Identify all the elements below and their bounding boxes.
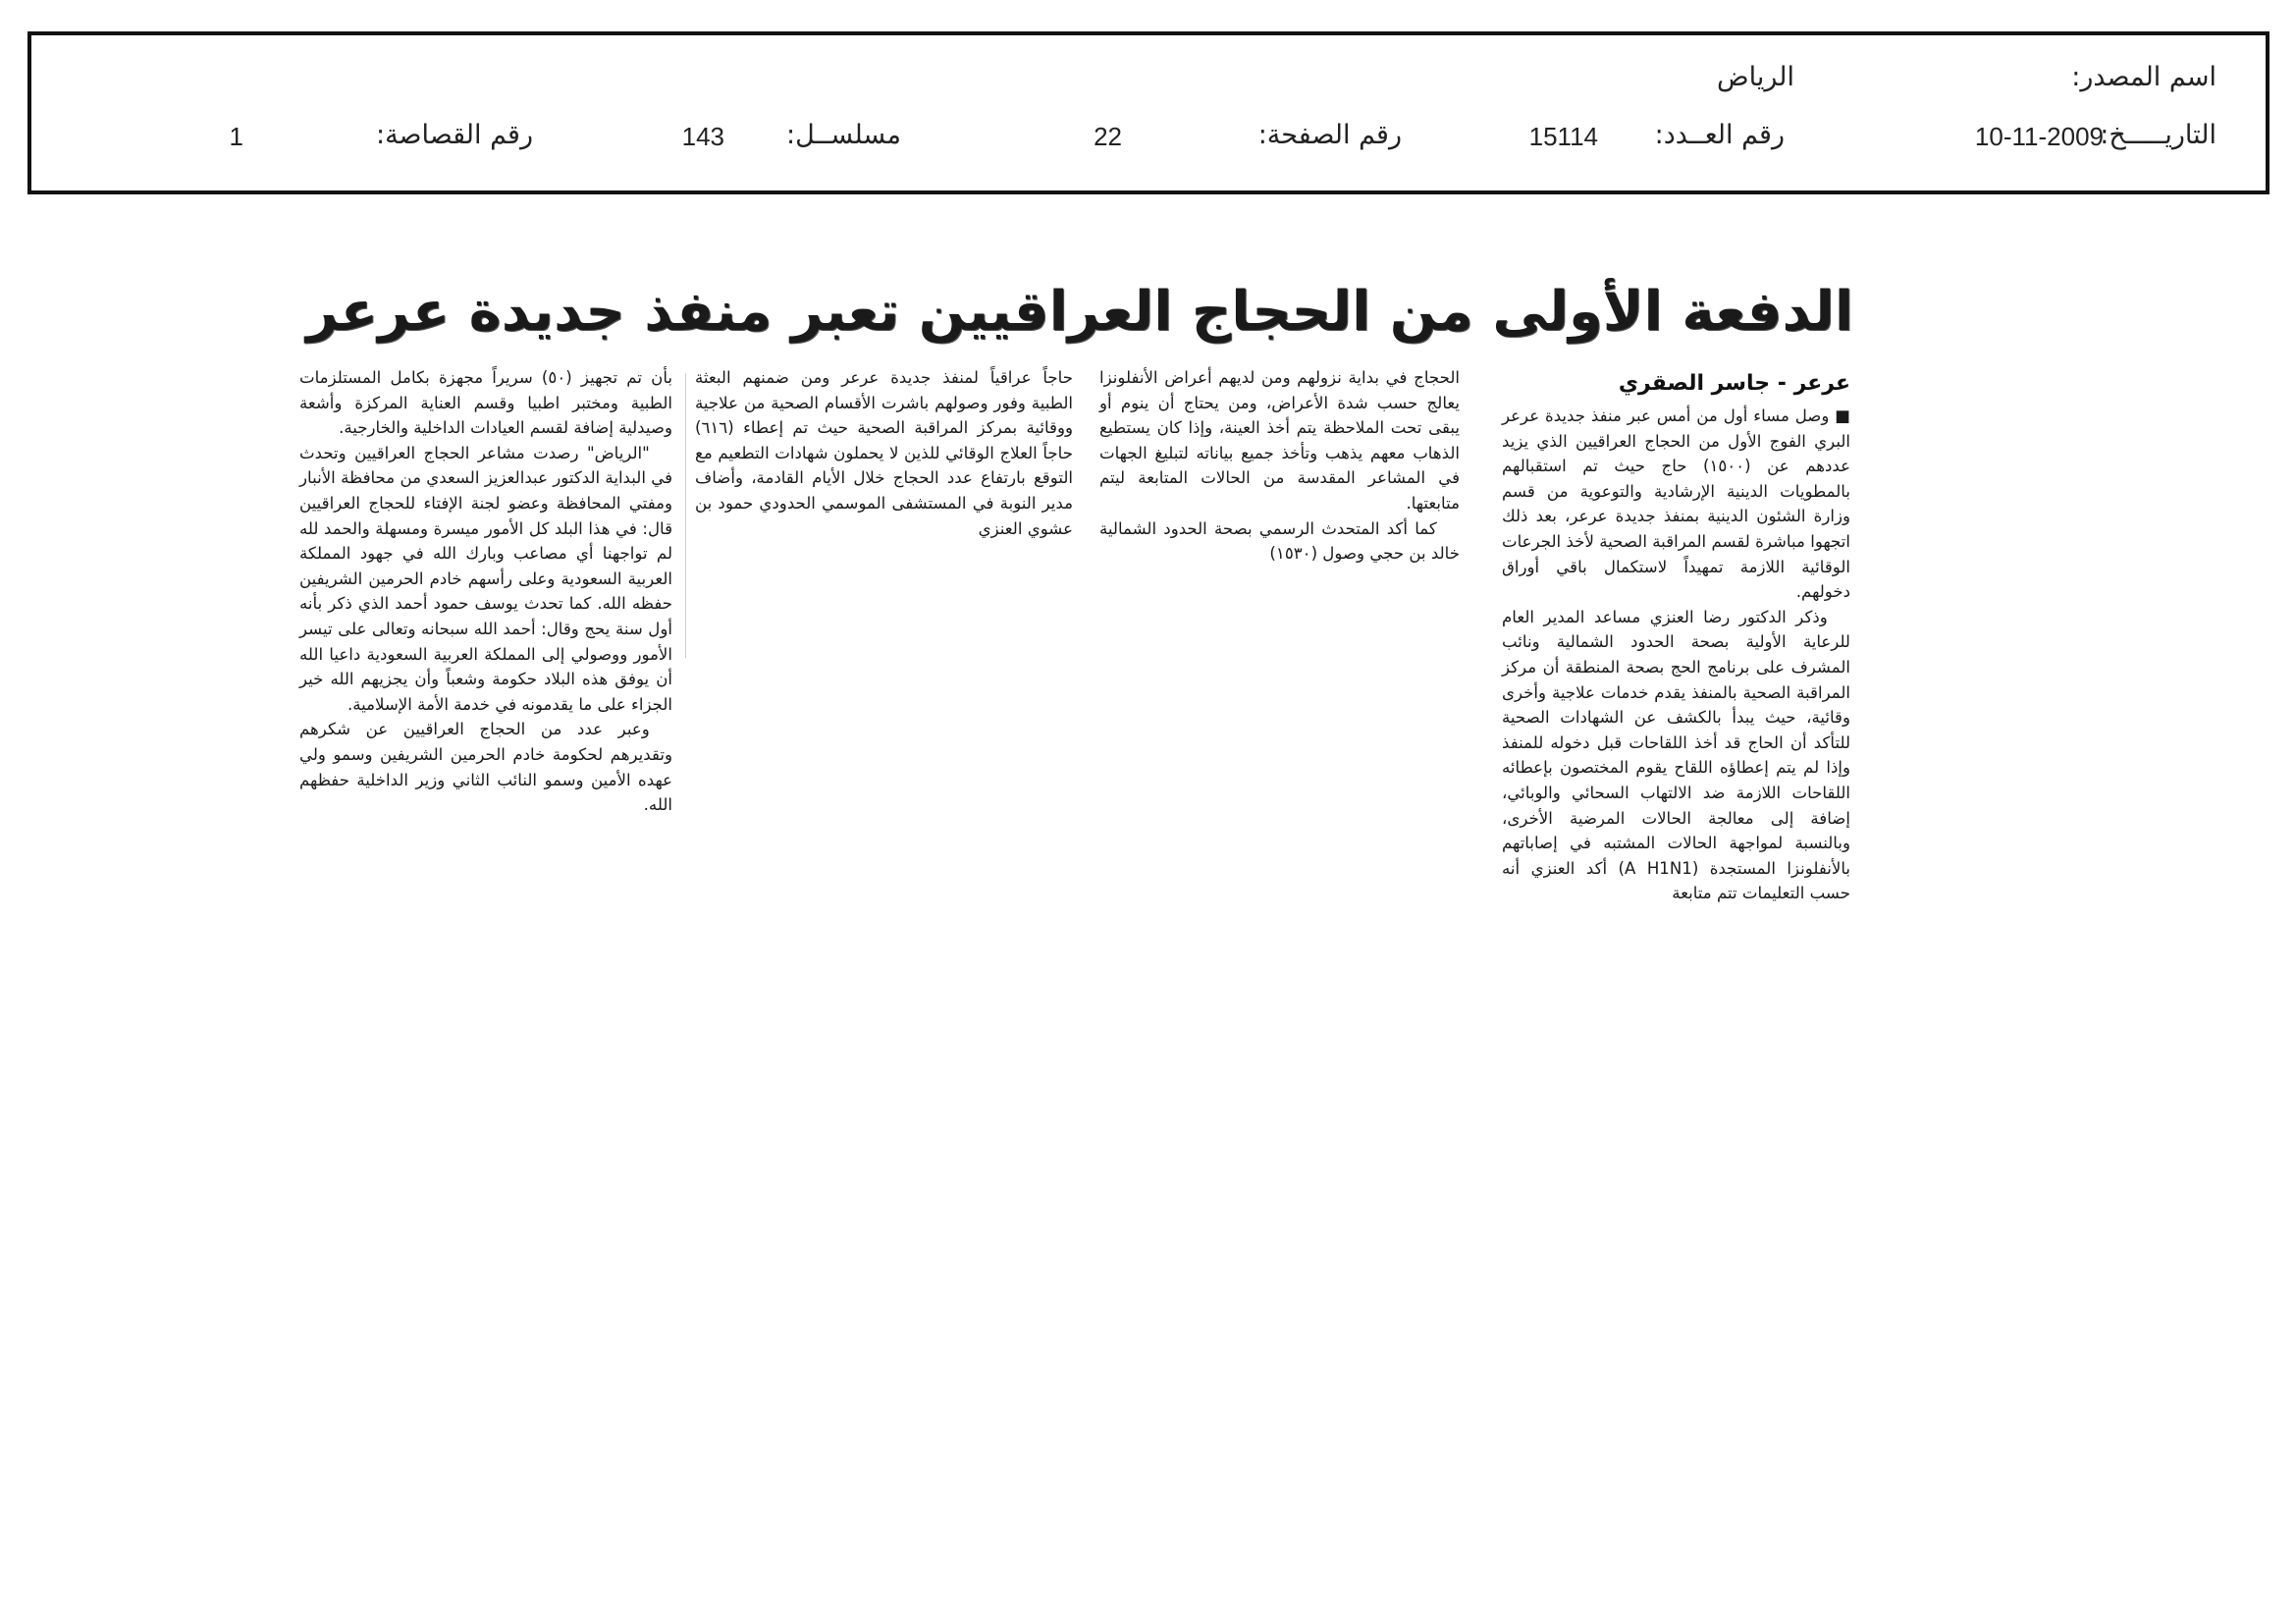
- paragraph: الحجاج في بداية نزولهم ومن لديهم أعراض الأنفلونزا يعالج حسب شدة الأعراض، ومن يحتاج أن ينوم أو يبقى تحت الملاحظة يتم أخذ العينة، وإذا كان يستطيع الذهاب معهم يذهب وتأخذ جميع بياناته لتبليغ الجهات في المشاعر المقدسة من الحالات المتابعة ليتم متابعتها.: [1099, 368, 1460, 513]
- article-column-3: [695, 365, 1073, 541]
- paragraph: ■ وصل مساء أول من أمس عبر منفذ جديدة عرعر البري الفوج الأول من الحجاج العراقيين الذي يزيد عددهم عن (١٥٠٠) حاج حيث تم استقبالهم بالمطويات الدينية الإرشادية والتوعوية من قسم وزارة الشئون الدينية بمنفذ جديدة عرعر، بعد ذلك اتجهوا مباشرة لقسم المراقبة الصحية لأخذ الجرعات الوقائية اللازمة تمهيداً لاستكمال باقي أوراق دخولهم.: [1502, 406, 1851, 602]
- source-label: اسم المصدر:: [2071, 62, 2216, 92]
- serial-value: 143: [681, 122, 724, 151]
- issue-value: 15114: [1528, 122, 1598, 151]
- issue-label: رقم العــدد:: [1654, 120, 1785, 150]
- clip-number-label: رقم القصاصة:: [375, 120, 533, 150]
- paragraph: حاجاً عراقياً لمنفذ جديدة عرعر ومن ضمنهم البعثة الطبية وفور وصولهم باشرت الأقسام الصحية من علاجية ووقائية بمركز المراقبة الصحية حيث تم إعطاء (٦١٦) حاجاً العلاج الوقائي للذين لا يحملون شهادات التطعيم مع التوقع بارتفاع عدد الحجاج خلال الأيام القادمة، وأضاف مدير النوبة في المستشفى الموسمي الحدودي حمود بن عشوي العنزي: [695, 368, 1073, 538]
- clip-number-value: 1: [229, 122, 243, 151]
- article-column-1: [1502, 404, 1850, 906]
- page-value: 22: [1094, 122, 1122, 151]
- article-byline: عرعر - جاسر الصقري: [1618, 371, 1850, 396]
- article-column-2: [1099, 365, 1460, 567]
- page-label: رقم الصفحة:: [1257, 120, 1402, 150]
- source-value: الرياض: [1716, 62, 1794, 92]
- paragraph: "الرياض" رصدت مشاعر الحجاج العراقيين وتحدث في البداية الدكتور عبدالعزيز السعدي من محافظة الأنبار ومفتي المحافظة وعضو لجنة الإفتاء للحجاج العراقيين قال: في هذا البلد كل الأمور ميسرة ومسهلة والحمد لله لم تواجهنا أي مصاعب وبارك الله في جهود المملكة العربية السعودية وعلى رأسهم خادم الحرمين الشريفين حفظه الله. كما تحدث يوسف حمود أحمد الذي ذكر بأنه أول سنة يحج وقال: أحمد الله سبحانه وتعالى على تيسر الأمور ووصولي إلى المملكة العربية السعودية داعيا الله أن يوفق هذه البلاد حكومة وشعباً وأن يجزيهم الله خير الجزاء على ما يقدمونه في خدمة الأمة الإسلامية.: [299, 443, 672, 714]
- paragraph: وعبر عدد من الحجاج العراقيين عن شكرهم وتقديرهم لحكومة خادم الحرمين الشريفين وسمو ولي عهده الأمين وسمو النائب الثاني وزير الداخلية حفظهم الله.: [299, 720, 672, 815]
- serial-label: مسلســل:: [786, 120, 901, 150]
- clipping-metadata-box: [27, 31, 2269, 194]
- date-label: التاريـــــخ:: [2100, 120, 2216, 150]
- paragraph: كما أكد المتحدث الرسمي بصحة الحدود الشمالية خالد بن حجي وصول (١٥٣٠): [1099, 518, 1460, 564]
- paragraph: وذكر الدكتور رضا العنزي مساعد المدير العام للرعاية الأولية بصحة الحدود الشمالية ونائب المشرف على برنامج الحج بصحة المنطقة أن مركز المراقبة الصحية بالمنفذ يقدم خدمات علاجية وأخرى وقائية، حيث يبدأ بالكشف عن الشهادات الصحية للتأكد أن الحاج قد أخذ اللقاحات قبل دخوله للمنفذ وإذا لم يتم إعطاؤه اللقاح يقوم المختصون بإعطائه اللقاحات اللازمة ضد الالتهاب السحائي والوبائي، إضافة إلى معالجة الحالات المرضية الأخرى، وبالنسبة لمواجهة الحالات المشتبه في إصاباتهم بالأنفلونزا المستجدة (A H1N1) أكد العنزي أنه حسب التعليمات تتم متابعة: [1502, 607, 1850, 903]
- article-headline: الدفعة الأولى من الحجاج العراقيين تعبر منفذ جديدة عرعر: [305, 280, 1854, 344]
- article-column-4: [299, 365, 672, 818]
- column-divider: [685, 373, 686, 658]
- paragraph: بأن تم تجهيز (٥٠) سريراً مجهزة بكامل المستلزمات الطبية ومختبر اطبيا وقسم العناية المركزة وأشعة وصيدلية إضافة لقسم العيادات الداخلية والخارجية.: [299, 368, 672, 438]
- date-value: 10-11-2009: [1974, 122, 2104, 151]
